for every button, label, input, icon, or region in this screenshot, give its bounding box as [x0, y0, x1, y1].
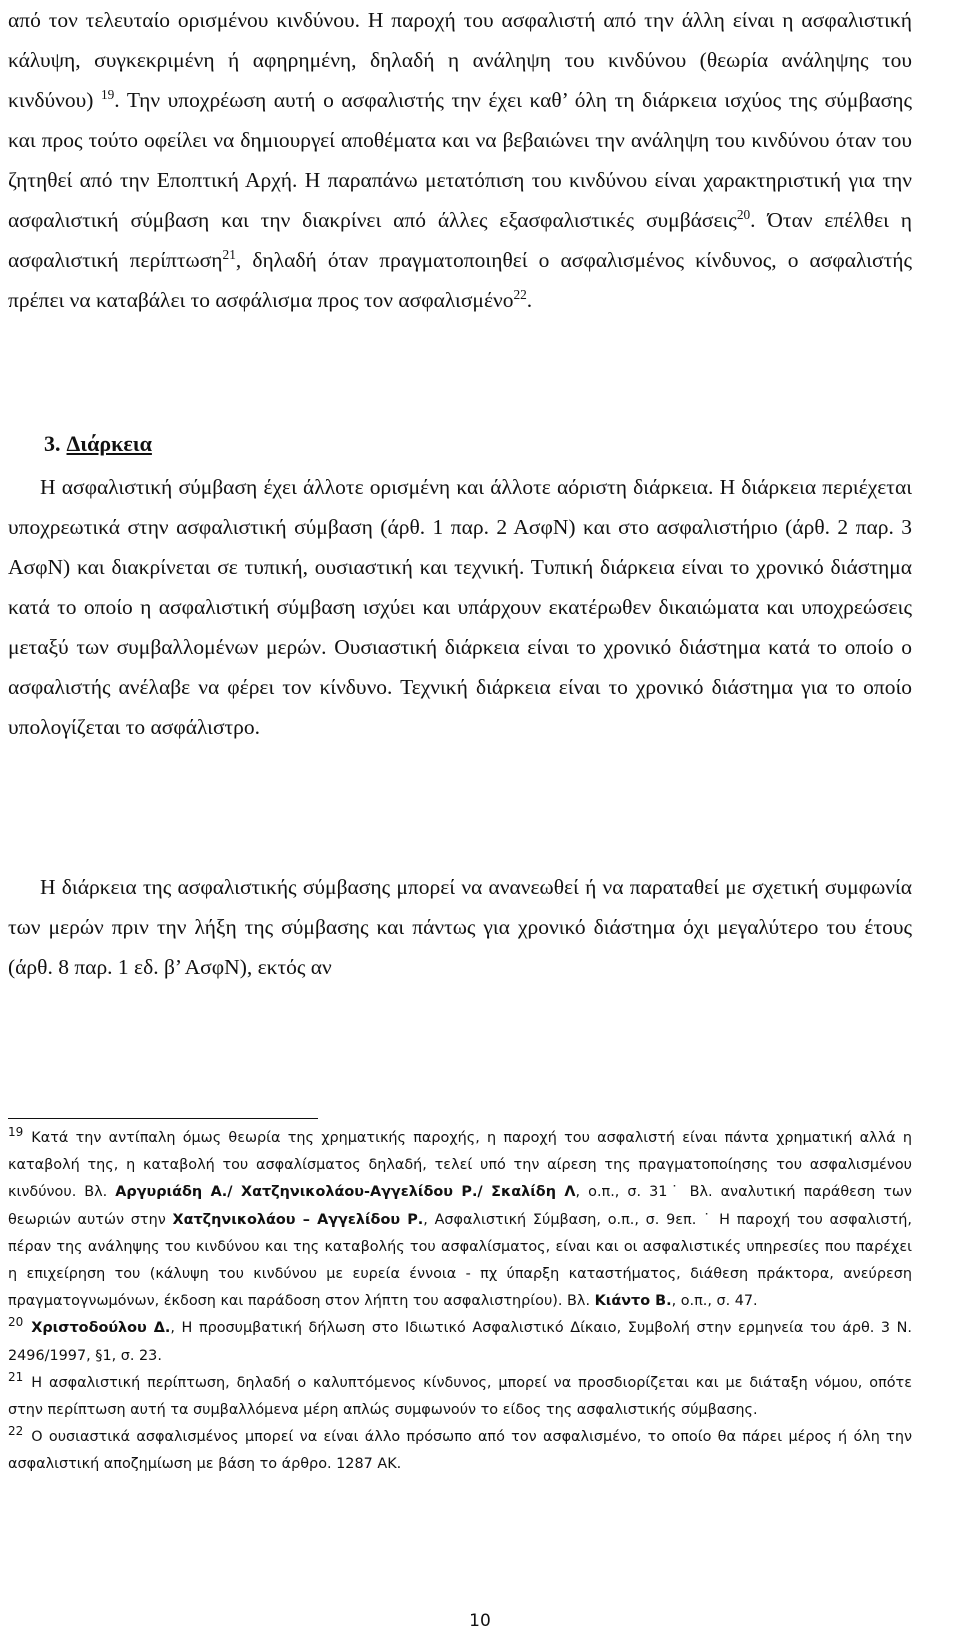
footnote-21-text: Η ασφαλιστική περίπτωση, δηλαδή ο καλυπτόμενος κίνδυνος, μπορεί να προσδιορίζεται και με διάταξη νόμου, οπότε στην περίπτωση αυτή τα συμβαλλόμενα μέρη απλώς συμφωνούν το είδος της ασφαλιστικής σύμβασης. — [8, 1374, 912, 1419]
footnote-20-author: Χριστοδούλου Δ. — [31, 1320, 171, 1337]
footnote-19-text-3: , Ασφαλιστική Σύμβαση, ο.π., σ. 9επ. ˙ Η παροχή του ασφαλιστή, πέραν της ανάληψης του κινδύνου και της καταβολής του ασφαλίσματος, είναι και οι ασφαλιστικές υπηρεσίες που παρέχει η επιχείρηση του (κάλυψη του κινδύνου με ευρεία έννοια - πχ ύπαρξη καταστήματος, διάθεση πράκτορα, ανεύρεση πραγματογνωμόνων, έκδοση και παράδοση στον λήπτη του ασφαλιστηρίου). Βλ. — [8, 1211, 913, 1310]
footnote-19-author-2: Χατζηνικολάου – Αγγελίδου Ρ. — [172, 1211, 424, 1228]
footnote-19-author-1: Αργυριάδη Α./ Χατζηνικολάου-Αγγελίδου Ρ./ Σκαλίδη Λ — [115, 1184, 576, 1201]
footnotes — [8, 1125, 912, 1479]
footnote-20-text: , Η προσυμβατική δήλωση στο Ιδιωτικό Ασφαλιστικό Δίκαιο, Συμβολή στην ερμηνεία του άρθ. 3 Ν. 2496/1997, §1, σ. 23. — [8, 1320, 912, 1364]
para1-text-d: , δηλαδή όταν πραγματοποιηθεί ο ασφαλισμένος κίνδυνος, ο ασφαλιστής πρέπει να καταβάλει το ασφάλισμα προς τον ασφαλισμένο — [8, 248, 912, 312]
body-paragraph-1 — [8, 0, 912, 320]
footnote-ref-21[interactable]: 21 — [222, 247, 236, 263]
footnote-ref-22[interactable]: 22 — [513, 287, 527, 303]
footnote-number-20: 20 — [8, 1315, 24, 1330]
para1-text-c: . Όταν επέλθει η ασφαλιστική περίπτωση — [8, 208, 913, 272]
page-number: 10 — [469, 1611, 491, 1631]
footnote-number-19: 19 — [8, 1125, 24, 1139]
footnote-number-21: 21 — [8, 1369, 24, 1384]
section-number: 3. — [44, 431, 61, 456]
footnote-19-text-4: , ο.π., σ. 47. — [671, 1293, 758, 1310]
footnote-21 — [8, 1370, 912, 1424]
para1-text-b: . Την υποχρέωση αυτή ο ασφαλιστής την έχει καθ’ όλη τη διάρκεια ισχύος της σύμβασης και προς τούτο οφείλει να δημιουργεί αποθέματα και να βεβαιώνει την ανάληψη του κινδύνου όταν του ζητηθεί από την Εποπτική Αρχή. Η παραπάνω μετατόπιση του κινδύνου είναι χαρακτηριστική για την ασφαλιστική σύμβαση και την διακρίνει από άλλες εξασφαλιστικές συμβάσεις — [8, 88, 912, 232]
para3-text: Η διάρκεια της ασφαλιστικής σύμβασης μπορεί να ανανεωθεί ή να παραταθεί με σχετική συμφωνία των μερών πριν την λήξη της σύμβασης και πάντως για χρονικό διάστημα όχι μεγαλύτερο του έτους (άρθ. 8 παρ. 1 εδ. β’ ΑσφΝ), εκτός αν — [8, 875, 912, 979]
footnote-19-text-1: Κατά την αντίπαλη όμως θεωρία της χρηματικής παροχής, η παροχή του ασφαλιστή είναι πάντα χρηματική αλλά η καταβολή της, η καταβολή του ασφαλίσματος δηλαδή, τελεί υπό την αίρεση της πραγματοποίησης του ασφαλισμένου κινδύνου. Βλ. — [8, 1130, 912, 1201]
para1-text-a: από τον τελευταίο ορισμένου κινδύνου. Η παροχή του ασφαλιστή από την άλλη είναι η ασφαλιστική κάλυψη, συγκεκριμένη ή αφηρημένη, δηλαδή η ανάληψη του κινδύνου (θεωρία ανάληψης του κινδύνου) — [8, 8, 912, 112]
section-title: Διάρκεια — [66, 431, 152, 456]
footnote-19-author-3: Κιάντο Β. — [594, 1293, 672, 1310]
footnote-19 — [8, 1125, 912, 1315]
section-heading — [44, 424, 152, 464]
footnote-20 — [8, 1315, 912, 1369]
body-paragraph-2 — [8, 467, 912, 747]
footnote-22-text: Ο ουσιαστικά ασφαλισμένος μπορεί να είναι άλλο πρόσωπο από τον ασφαλισμένο, το οποίο θα πάρει μέρος ή όλη την ασφαλιστική αποζημίωση με βάση το άρθρο. 1287 ΑΚ. — [8, 1429, 912, 1473]
para2-text: Η ασφαλιστική σύμβαση έχει άλλοτε ορισμένη και άλλοτε αόριστη διάρκεια. Η διάρκεια περιέχεται υποχρεωτικά στην ασφαλιστική σύμβαση (άρθ. 1 παρ. 2 ΑσφΝ) και στο ασφαλιστήριο (άρθ. 2 παρ. 3 ΑσφΝ) και διακρίνεται σε τυπική, ουσιαστική και τεχνική. Τυπική διάρκεια είναι το χρονικό διάστημα κατά το οποίο η ασφαλιστική σύμβαση ισχύει και υπάρχουν εκατέρωθεν δικαιώματα και υποχρεώσεις μεταξύ των συμβαλλομένων μερών. Ουσιαστική διάρκεια είναι το χρονικό διάστημα κατά το οποίο ο ασφαλιστής ανέλαβε να φέρει τον κίνδυνο. Τεχνική διάρκεια είναι το χρονικό διάστημα για το οποίο υπολογίζεται το ασφάλιστρο. — [8, 475, 912, 739]
footnote-19-text-2: , ο.π., σ. 31˙ Βλ. αναλυτική παράθεση των θεωριών αυτών στην — [8, 1184, 912, 1228]
footnote-ref-19[interactable]: 19 — [100, 87, 115, 103]
footnote-ref-20[interactable]: 20 — [736, 207, 751, 223]
para1-text-e: . — [526, 288, 533, 312]
footnote-separator — [8, 1118, 318, 1119]
body-paragraph-3 — [8, 867, 912, 987]
footnote-22 — [8, 1424, 912, 1478]
footnote-number-22: 22 — [8, 1424, 24, 1439]
